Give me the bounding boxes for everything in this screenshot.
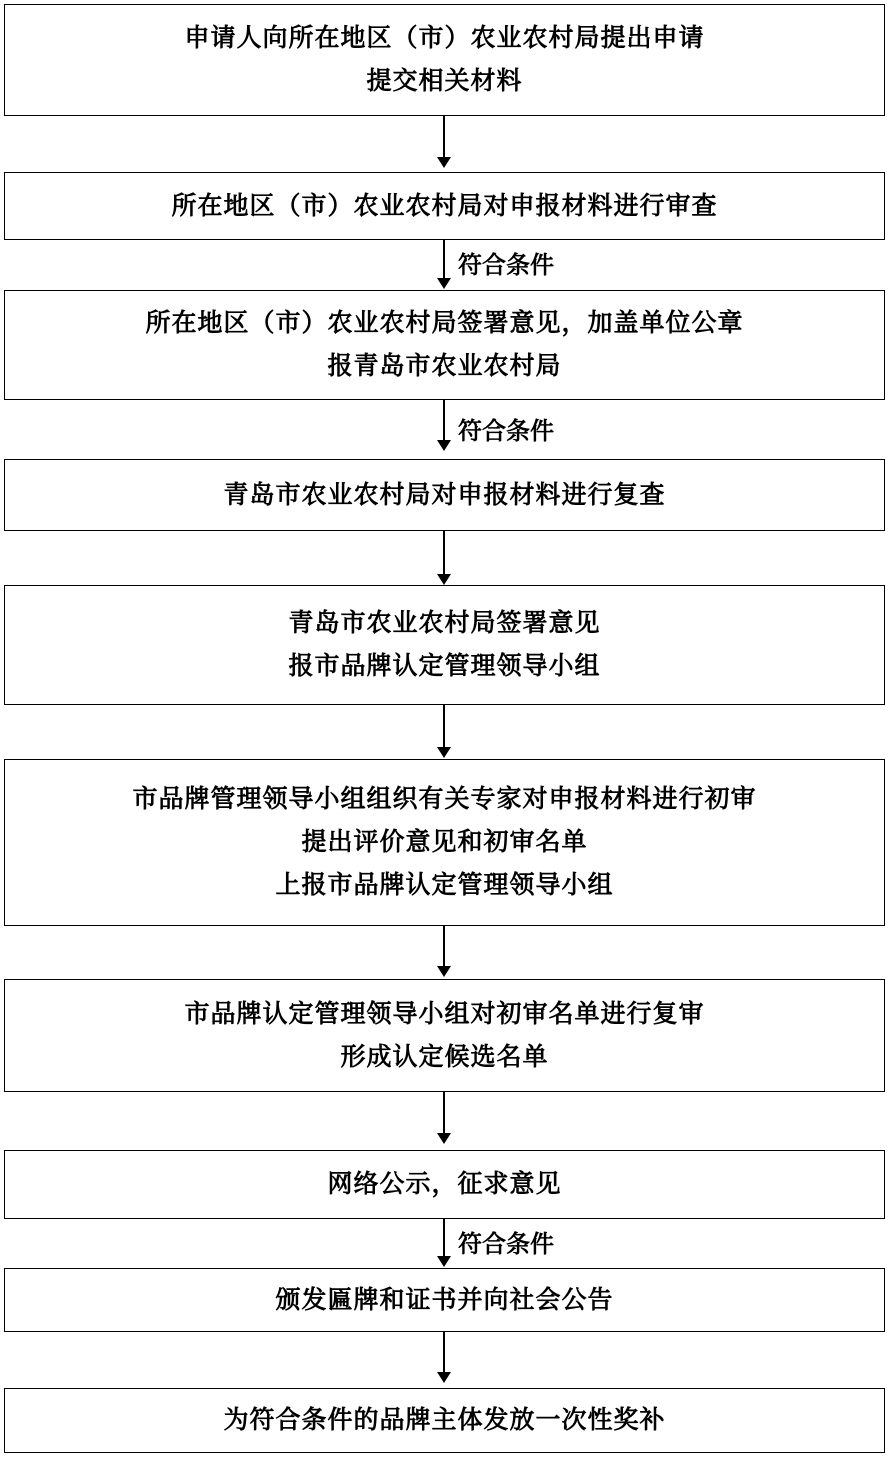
arrowhead-7-8 [437,1133,451,1144]
connector-5-6 [443,705,445,752]
flow-node-9 [4,1268,885,1332]
flow-node-6 [4,759,885,926]
connector-9-10 [443,1332,445,1376]
connector-7-8 [443,1092,445,1137]
edge-label-3-4: 符合条件 [458,419,554,445]
flow-node-3 [4,290,885,400]
flow-node-1 [4,4,885,116]
flow-node-4-line-1: 青岛市农业农村局对申报材料进行复查 [223,481,666,509]
flow-node-6-line-1: 市品牌管理领导小组组织有关专家对申报材料进行初审 [132,786,757,813]
flow-node-10-line-1: 为符合条件的品牌主体发放一次性奖补 [223,1407,666,1434]
flow-node-4 [4,459,885,531]
flow-node-9-line-1: 颁发匾牌和证书并向社会公告 [275,1286,614,1314]
arrowhead-3-4 [437,440,451,451]
edge-label-8-9: 符合条件 [458,1232,554,1258]
flow-node-8-line-1: 网络公示，征求意见 [327,1171,562,1198]
connector-3-4 [443,400,445,444]
arrowhead-8-9 [437,1256,451,1267]
arrowhead-6-7 [437,966,451,977]
arrowhead-4-5 [437,574,451,585]
flow-node-2-line-1: 所在地区（市）农业农村局对申报材料进行审查 [171,192,718,220]
flow-node-1-line-1: 申请人向所在地区（市）农业农村局提出申请 [184,25,705,52]
edge-label-2-3: 符合条件 [458,253,554,279]
flow-node-5-line-1: 青岛市农业农村局签署意见 [288,610,601,637]
flow-node-5 [4,585,885,705]
arrowhead-9-10 [437,1372,451,1383]
flow-node-1-line-2: 提交相关材料 [366,68,523,95]
flow-node-10 [4,1388,885,1453]
flow-node-7-line-1: 市品牌认定管理领导小组对初审名单进行复审 [184,1000,705,1028]
flow-node-5-line-2: 报市品牌认定管理领导小组 [288,653,601,680]
flow-node-3-line-2: 报青岛市农业农村局 [327,353,562,380]
connector-1-2 [443,116,445,160]
arrowhead-2-3 [437,278,451,289]
flow-node-6-line-2: 提出评价意见和初审名单 [301,829,588,856]
flow-node-8 [4,1150,885,1219]
flow-node-6-line-3: 上报市品牌认定管理领导小组 [275,872,614,899]
flow-node-7 [4,979,885,1092]
connector-4-5 [443,531,445,579]
flow-node-3-line-1: 所在地区（市）农业农村局签署意见，加盖单位公章 [145,310,744,337]
flow-node-2 [4,172,885,240]
connector-6-7 [443,926,445,970]
flow-node-7-line-2: 形成认定候选名单 [340,1043,549,1071]
arrowhead-5-6 [437,747,451,758]
arrowhead-1-2 [437,157,451,168]
